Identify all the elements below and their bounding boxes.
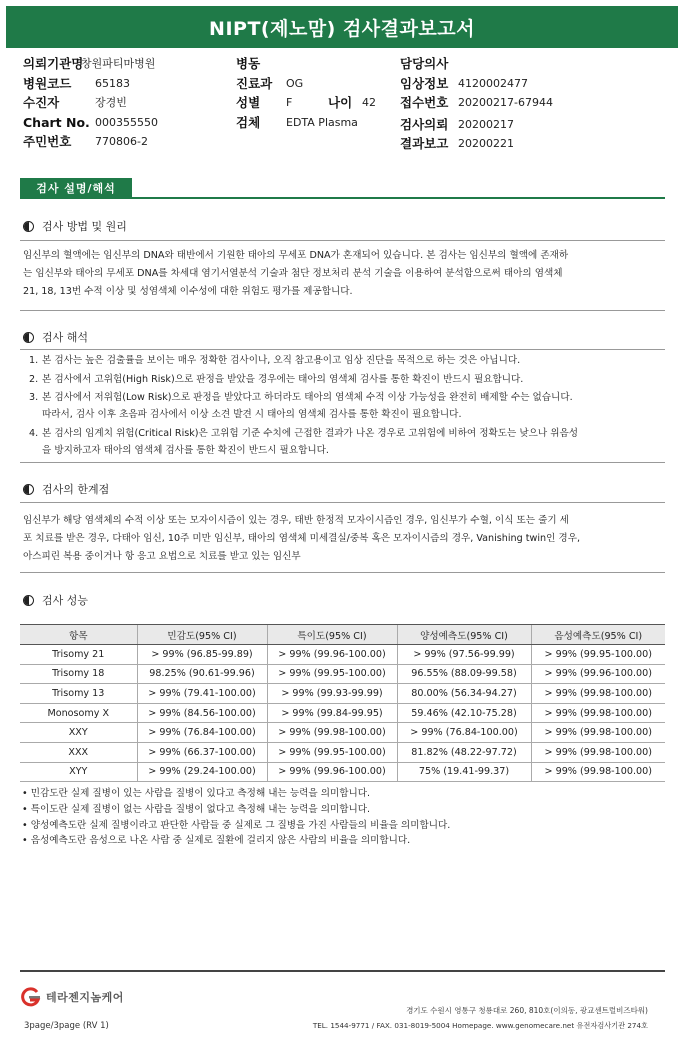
list-item-text: 따라서, 검사 이후 초음파 검사에서 이상 소견 발견 시 태아의 염색체 검사를 통한 확진이 필요합니다. xyxy=(42,409,462,420)
paragraph-line: 임신부의 혈액에는 임신부의 DNA와 태반에서 기원한 태아의 무세포 DNA가 혼재되어 있습니다. 본 검사는 임신부의 혈액에 존재하 xyxy=(23,250,569,261)
list-item-text: 본 검사는 높은 검출률을 보이는 매우 정확한 검사이나, 오직 참고용이고 임상 진단을 목적으로 하는 것은 아닙니다. xyxy=(42,355,521,366)
column-header: 음성예측도(95% CI) xyxy=(531,625,665,645)
info-label: 병동 xyxy=(236,56,261,71)
table-row xyxy=(20,645,665,665)
info-label: 결과보고 xyxy=(400,136,449,151)
info-label: 검사의뢰 xyxy=(400,116,449,132)
divider xyxy=(20,502,665,503)
list-item xyxy=(29,389,664,423)
footer-divider xyxy=(20,970,665,972)
note-line: • 음성예측도란 음성으로 나온 사람 중 실제로 질환에 걸리지 않은 사람의 비율을 의미합니다. xyxy=(22,835,411,847)
paragraph-line: 는 임신부와 태아의 무세포 DNA를 차세대 염기서열분석 기술과 첨단 정보처리 분석 기술을 이용하여 분석함으로써 태아의 염색체 xyxy=(23,268,563,279)
info-label: 성별 xyxy=(236,95,261,110)
performance-notes xyxy=(22,786,450,849)
limitations-paragraph xyxy=(23,512,663,566)
info-value: 4120002477 xyxy=(458,76,528,90)
table-cell: > 99% (99.98-100.00) xyxy=(531,742,665,762)
section-heading-method xyxy=(23,218,127,234)
table-cell: > 99% (99.95-100.00) xyxy=(267,664,397,684)
half-filled-circle-icon xyxy=(23,484,34,495)
table-cell: > 99% (99.98-100.00) xyxy=(531,684,665,704)
info-value: 65183 xyxy=(95,76,130,90)
table-cell: Trisomy 13 xyxy=(20,684,137,704)
table-cell: Trisomy 18 xyxy=(20,664,137,684)
section-heading-interpretation xyxy=(23,329,88,345)
info-label: 담당의사 xyxy=(400,56,449,71)
section-tab: 검사 설명/해석 xyxy=(20,178,132,198)
info-label: 의뢰기관명 xyxy=(23,56,84,71)
list-item-text: 본 검사에서 저위험(Low Risk)으로 판정을 받았다고 하더라도 태아의 염색체 수적 이상 가능성을 완전히 배제할 수는 없습니다. xyxy=(42,392,573,403)
column-header: 민감도(95% CI) xyxy=(137,625,267,645)
list-item-text: 본 검사의 임계치 위험(Critical Risk)은 고위험 기준 수치에 근접한 결과가 나온 경우로 고위험에 비하여 정확도는 낮으나 위음성 xyxy=(42,427,579,439)
table-cell: 75% (19.41-99.37) xyxy=(397,762,531,782)
table-cell: XXY xyxy=(20,723,137,743)
divider xyxy=(20,310,665,311)
divider xyxy=(20,349,665,350)
table-row xyxy=(20,703,665,723)
half-filled-circle-icon xyxy=(23,332,34,343)
column-header: 양성예측도(95% CI) xyxy=(397,625,531,645)
info-value: 770806-2 xyxy=(95,135,148,148)
list-item-number: 2. xyxy=(29,373,39,385)
note-line: • 특이도란 실제 질병이 없는 사람을 질병이 없다고 측정해 내는 능력을 의미합니다. xyxy=(22,803,371,815)
table-row xyxy=(20,762,665,782)
info-label: 주민번호 xyxy=(23,134,72,149)
info-label: 병원코드 xyxy=(23,75,72,91)
info-value: 20200221 xyxy=(458,137,514,150)
table-cell: > 99% (76.84-100.00) xyxy=(137,723,267,743)
section-heading-text: 검사 방법 및 원리 xyxy=(42,220,127,233)
info-col-1 xyxy=(23,54,158,152)
table-cell: > 99% (79.41-100.00) xyxy=(137,684,267,704)
interpretation-list xyxy=(29,352,664,460)
table-cell: 80.00% (56.34-94.27) xyxy=(397,684,531,704)
list-item-text: 본 검사에서 고위험(High Risk)으로 판정을 받았을 경우에는 태아의 염색체 검사를 통한 확진이 반드시 필요합니다. xyxy=(42,373,524,385)
table-cell: 98.25% (90.61-99.96) xyxy=(137,664,267,684)
info-value: F xyxy=(286,96,293,109)
info-col-2 xyxy=(236,54,376,132)
half-filled-circle-icon xyxy=(23,221,34,232)
report-title: NIPT(제노맘) 검사결과보고서 xyxy=(6,6,678,48)
table-cell: > 99% (99.98-100.00) xyxy=(531,762,665,782)
table-row xyxy=(20,742,665,762)
table-cell: > 99% (84.56-100.00) xyxy=(137,703,267,723)
paragraph-line: 21, 18, 13번 수적 이상 및 성염색체 이수성에 대한 위험도 평가를 제공합니다. xyxy=(23,286,353,297)
list-item-number: 4. xyxy=(29,427,39,439)
table-cell: Monosomy X xyxy=(20,703,137,723)
table-cell: 81.82% (48.22-97.72) xyxy=(397,742,531,762)
divider xyxy=(20,462,665,463)
paragraph-line: 아스피린 복용 중이거나 항 응고 요법으로 치료를 받고 있는 임신부 xyxy=(23,551,301,562)
info-value: 20200217 xyxy=(458,117,514,131)
table-cell: 59.46% (42.10-75.28) xyxy=(397,703,531,723)
divider xyxy=(20,572,665,573)
table-cell: XXX xyxy=(20,742,137,762)
list-item xyxy=(29,352,664,369)
paragraph-line: 임신부가 해당 염색체의 수적 이상 또는 모자이시즘이 있는 경우, 태반 한정적 모자이시즘인 경우, 임신부가 수혈, 이식 또는 줄기 세 xyxy=(23,515,569,526)
info-value: 창원파티마병원 xyxy=(81,57,156,70)
table-cell: 96.55% (88.09-99.58) xyxy=(397,664,531,684)
info-label: 접수번호 xyxy=(400,95,449,110)
logo-text: 테라젠지놈케어 xyxy=(46,991,124,1004)
table-cell: > 99% (99.95-100.00) xyxy=(531,645,665,665)
divider xyxy=(20,197,665,199)
info-label: 수진자 xyxy=(23,95,60,110)
list-item xyxy=(29,371,664,388)
half-filled-circle-icon xyxy=(23,595,34,606)
info-value: EDTA Plasma xyxy=(286,115,358,129)
table-cell: > 99% (96.85-99.89) xyxy=(137,645,267,665)
info-label: Chart No. xyxy=(23,114,90,130)
table-row xyxy=(20,723,665,743)
info-label: 임상정보 xyxy=(400,75,449,91)
info-label: 진료과 xyxy=(236,75,273,91)
note-line: • 양성예측도란 실제 질병이라고 판단한 사람들 중 실제로 그 질병을 가진 사람들의 비율을 의미합니다. xyxy=(22,819,451,831)
info-value: 42 xyxy=(362,96,376,109)
table-cell: > 99% (99.93-99.99) xyxy=(267,684,397,704)
table-cell: > 99% (97.56-99.99) xyxy=(397,645,531,665)
table-cell: > 99% (76.84-100.00) xyxy=(397,723,531,743)
divider xyxy=(20,240,665,241)
table-cell: > 99% (66.37-100.00) xyxy=(137,742,267,762)
section-heading-performance xyxy=(23,592,88,608)
page-number: 3page/3page (RV 1) xyxy=(24,1021,109,1031)
info-col-3 xyxy=(400,54,553,154)
method-paragraph xyxy=(23,247,663,301)
info-label: 검체 xyxy=(236,114,261,130)
section-heading-limitations xyxy=(23,481,109,497)
list-item-number: 3. xyxy=(29,392,39,403)
table-row xyxy=(20,664,665,684)
table-header-row xyxy=(20,625,665,645)
footer-contact: TEL. 1544-9771 / FAX. 031-8019-5004 Homepage. www.genomecare.net 유전자검사기관 274호 xyxy=(312,1021,648,1030)
table-cell: Trisomy 21 xyxy=(20,645,137,665)
table-cell: > 99% (29.24-100.00) xyxy=(137,762,267,782)
list-item-number: 1. xyxy=(29,355,39,366)
table-cell: > 99% (99.95-100.00) xyxy=(267,742,397,762)
info-value: OG xyxy=(286,76,304,90)
info-label: 나이 xyxy=(328,95,353,110)
performance-table xyxy=(20,624,665,782)
table-cell: > 99% (99.84-99.95) xyxy=(267,703,397,723)
paragraph-line: 포 치료를 받은 경우, 다태아 임신, 10주 미만 임신부, 태아의 염색체 미세결실/중복 혹은 모자이시즘의 경우, Vanishing twin인 경우, xyxy=(23,533,581,544)
table-cell: XYY xyxy=(20,762,137,782)
table-cell: > 99% (99.98-100.00) xyxy=(531,723,665,743)
info-value: 20200217-67944 xyxy=(458,96,553,109)
table-cell: > 99% (99.96-100.00) xyxy=(267,762,397,782)
note-line: • 민감도란 실제 질병이 있는 사람을 질병이 있다고 측정해 내는 능력을 의미합니다. xyxy=(22,788,371,799)
list-item-text: 을 방지하고자 태아의 염색체 검사를 통한 확진이 반드시 필요합니다. xyxy=(42,444,329,456)
table-cell: > 99% (99.96-100.00) xyxy=(267,645,397,665)
column-header: 항목 xyxy=(20,625,137,645)
column-header: 특이도(95% CI) xyxy=(267,625,397,645)
company-logo xyxy=(18,987,124,1007)
table-cell: > 99% (99.98-100.00) xyxy=(267,723,397,743)
section-heading-text: 검사 성능 xyxy=(42,594,89,607)
list-item xyxy=(29,425,664,459)
section-heading-text: 검사의 한계점 xyxy=(42,483,110,496)
info-value: 000355550 xyxy=(95,115,158,129)
table-cell: > 99% (99.96-100.00) xyxy=(531,664,665,684)
info-value: 장경빈 xyxy=(95,96,127,109)
footer-address: 경기도 수원시 영통구 청룡대로 260, 810호(이의동, 광교센트럴비즈타워) xyxy=(406,1006,648,1015)
section-heading-text: 검사 해석 xyxy=(42,331,89,344)
genome-logo-icon xyxy=(18,987,42,1007)
table-row xyxy=(20,684,665,704)
table-cell: > 99% (99.98-100.00) xyxy=(531,703,665,723)
